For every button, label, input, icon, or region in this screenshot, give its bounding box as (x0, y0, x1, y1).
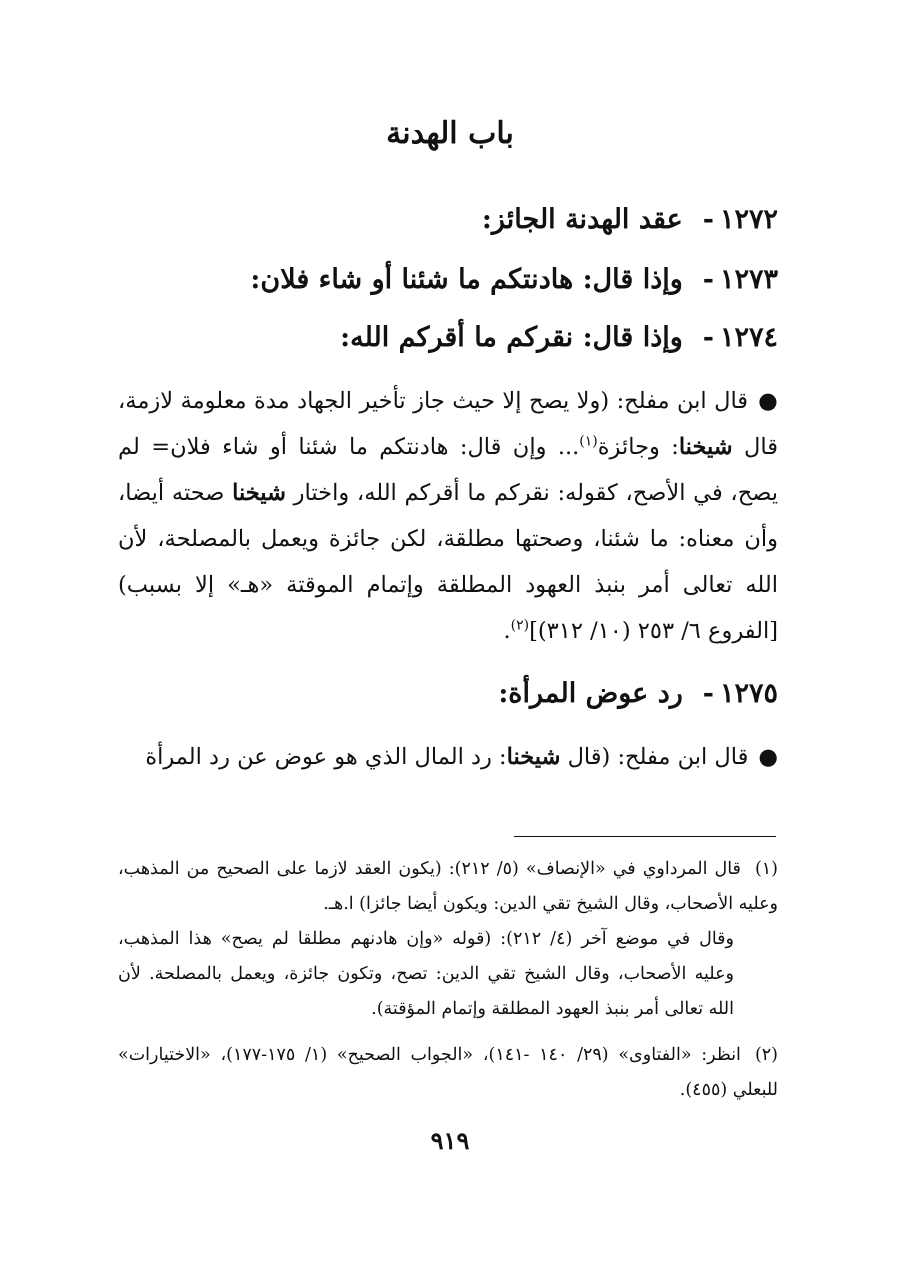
heading-1275 (498, 674, 778, 714)
page-number: ٩١٩ (430, 1126, 470, 1155)
heading-number: ١٢٧٥ (719, 678, 778, 709)
heading-text: رد عوض المرأة: (498, 678, 683, 709)
heading-number: ١٢٧٣ (719, 264, 778, 295)
bold-term: شيخنا (232, 480, 286, 506)
text-run: صحته أيضا، وأن معناه: ما شئنا، وصحتها مطلقة، لكن جائزة ويعمل بالمصلحة، لأن الله تعالى أمر بنبذ العهود المطلقة وإتمام الموقتة «هـ» إلا بسبب) [الفروع ٦/ ٢٥٣ (١٠/ ٣١٢)] (118, 480, 778, 644)
text-run: قال ابن مفلح: (قال (560, 744, 749, 770)
footnote-2 (118, 1038, 778, 1108)
footnote-text: قال المرداوي في «الإنصاف» (٥/ ٢١٢): (يكون العقد لازما على الصحيح من المذهب، وعليه الأصحاب، وقال الشيخ تقي الدين: ويكون أيضا جائزا) ا.هـ. (118, 859, 778, 914)
text-run: . (503, 618, 511, 644)
chapter-title: باب الهدنة (386, 116, 514, 151)
text-run: قال ابن مفلح: (ولا يصح إلا حيث جاز تأخير الجهاد مدة معلومة لازمة، قال (118, 388, 778, 460)
heading-1272 (482, 200, 778, 240)
heading-dash: - (702, 264, 714, 295)
heading-number: ١٢٧٤ (719, 322, 778, 353)
footnote-number: (٢) (754, 1045, 778, 1065)
bullet: ● (758, 744, 778, 770)
bold-term: شيخنا (678, 434, 733, 460)
heading-number: ١٢٧٢ (719, 204, 778, 235)
paragraph-ibn-muflih-2 (118, 734, 778, 780)
heading-text: وإذا قال: نقركم ما أقركم الله: (340, 322, 683, 353)
footnote-number: (١) (754, 859, 778, 879)
heading-dash: - (702, 204, 714, 235)
text-run: ... وإن قال: هادنتكم ما شئنا أو شاء فلان= لم يصح، في الأصح، كقوله: نقركم ما أقركم الله، واختار (118, 434, 778, 506)
footnote-1 (118, 852, 778, 1027)
heading-1274 (340, 318, 778, 358)
heading-dash: - (702, 678, 714, 709)
text-run: : رد المال الذي هو عوض عن رد المرأة (145, 744, 507, 770)
heading-1273 (250, 260, 778, 300)
bullet: ● (758, 388, 778, 414)
paragraph-ibn-muflih-1 (118, 378, 778, 654)
bold-term: شيخنا (506, 744, 561, 770)
heading-text: عقد الهدنة الجائز: (481, 204, 683, 235)
footnote-separator (514, 836, 776, 837)
heading-dash: - (702, 322, 714, 353)
footnote-ref-2: (٢) (510, 617, 530, 634)
heading-text: وإذا قال: هادنتكم ما شئنا أو شاء فلان: (250, 264, 683, 295)
footnote-text: انظر: «الفتاوى» (٢٩/ ١٤٠ -١٤١)، «الجواب الصحيح» (١/ ١٧٥-١٧٧)، «الاختيارات» للبعلي (٤٥٥). (118, 1045, 778, 1100)
text-run: : وجائزة (597, 434, 679, 460)
footnote-ref-1: (١) (579, 433, 598, 450)
footnote-continuation: وقال في موضع آخر (٤/ ٢١٢): (قوله «وإن هادنهم مطلقا لم يصح» هذا المذهب، وعليه الأصحاب، وقال الشيخ تقي الدين: تصح، وتكون جائزة، ويعمل بالمصلحة. لأن الله تعالى أمر بنبذ العهود المطلقة وإتمام المؤقتة). (118, 929, 734, 1019)
